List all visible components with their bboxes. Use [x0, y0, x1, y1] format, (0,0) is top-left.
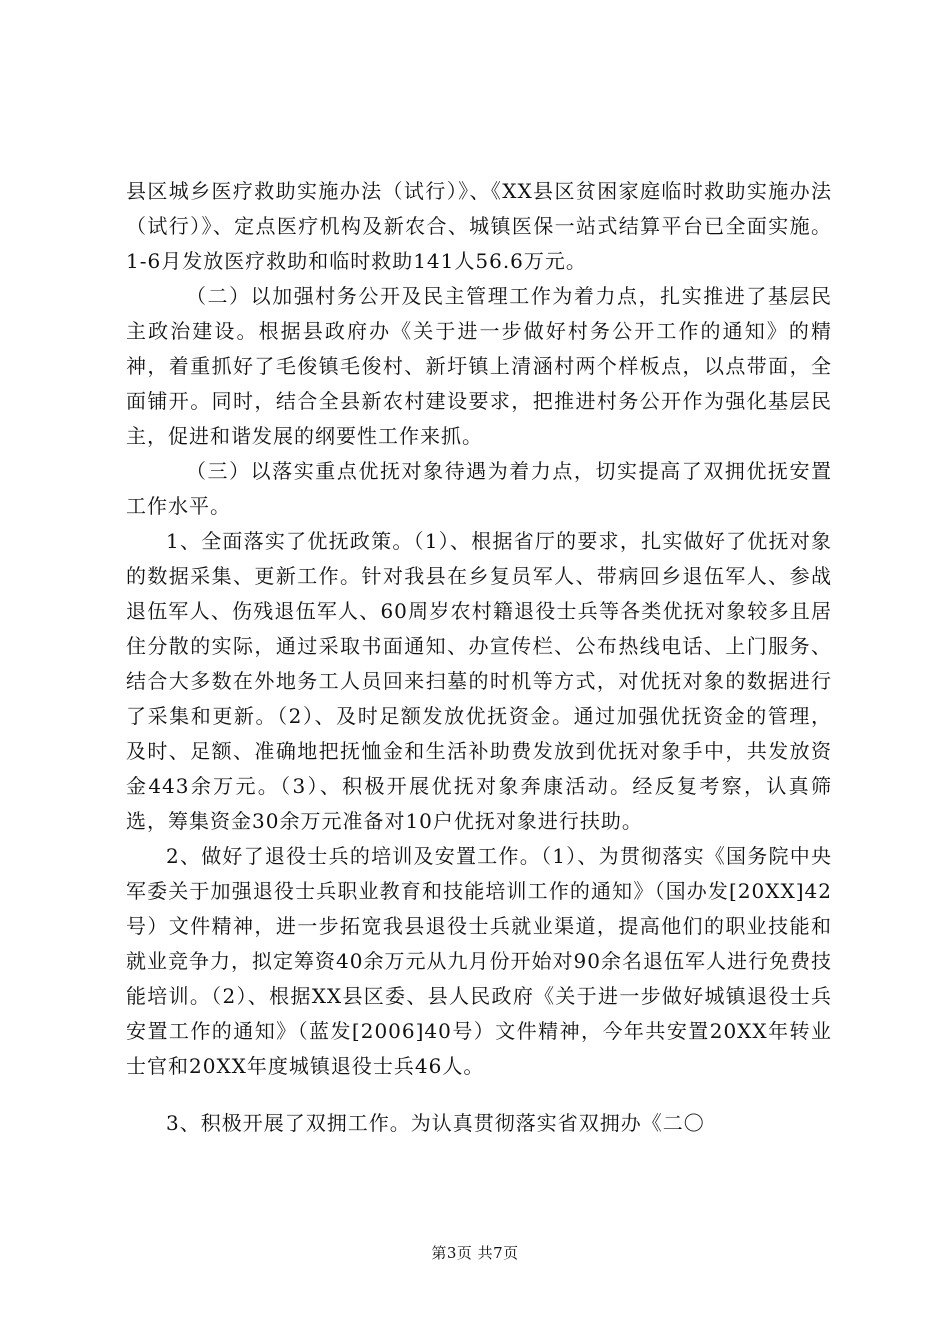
paragraph-special-care-heading: （三）以落实重点优抚对象待遇为着力点，切实提高了双拥优抚安置工作水平。 — [126, 459, 832, 518]
page-footer: 第3页 共7页 — [431, 1244, 519, 1262]
document-body — [126, 174, 832, 1141]
paragraph-special-care-policy: 1、全面落实了优抚政策。（1）、根据省厅的要求，扎实做好了优抚对象的数据采集、更新工作。针对我县在乡复员军人、带病回乡退伍军人、参战退伍军人、伤残退伍军人、60周岁农村籍退役士兵等各类优抚对象较多且居住分散的实际，通过采取书面通知、办宣传栏、公布热线电话、上门服务、结合大多数在外地务工人员回来扫墓的时机等方式，对优抚对象的数据进行了采集和更新。（2）、及时足额发放优抚资金。通过加强优抚资金的管理，及时、足额、准确地把抚恤金和生活补助费发放到优抚对象手中，共发放资金443余万元。（3）、积极开展优抚对象奔康活动。经反复考察，认真筛选，筹集资金30余万元准备对10户优抚对象进行扶助。 — [126, 529, 832, 833]
paragraph-medical-aid-continued: 县区城乡医疗救助实施办法（试行）》、《XX县区贫困家庭临时救助实施办法（试行）》、定点医疗机构及新农合、城镇医保一站式结算平台已全面实施。1-6月发放医疗救助和临时救助141人56.6万元。 — [126, 179, 832, 273]
paragraph-dual-support: 3、积极开展了双拥工作。为认真贯彻落实省双拥办《二〇 — [166, 1111, 705, 1135]
paragraph-gap — [126, 1084, 832, 1106]
paragraph-veteran-training: 2、做好了退役士兵的培训及安置工作。（1）、为贯彻落实《国务院中央军委关于加强退役士兵职业教育和技能培训工作的通知》（国办发[20XX]42号）文件精神，进一步拓宽我县退役士兵就业渠道，提高他们的职业技能和就业竞争力，拟定筹资40余万元从九月份开始对90余名退伍军人进行免费技能培训。（2）、根据XX县区委、县人民政府《关于进一步做好城镇退役士兵安置工作的通知》（蓝发[2006]40号）文件精神，今年共安置20XX年转业士官和20XX年度城镇退役士兵46人。 — [126, 844, 832, 1078]
paragraph-village-affairs: （二）以加强村务公开及民主管理工作为着力点，扎实推进了基层民主政治建设。根据县政府办《关于进一步做好村务公开工作的通知》的精神，着重抓好了毛俊镇毛俊村、新圩镇上清涵村两个样板点，以点带面，全面铺开。同时，结合全县新农村建设要求，把推进村务公开作为强化基层民主，促进和谐发展的纲要性工作来抓。 — [126, 284, 832, 448]
